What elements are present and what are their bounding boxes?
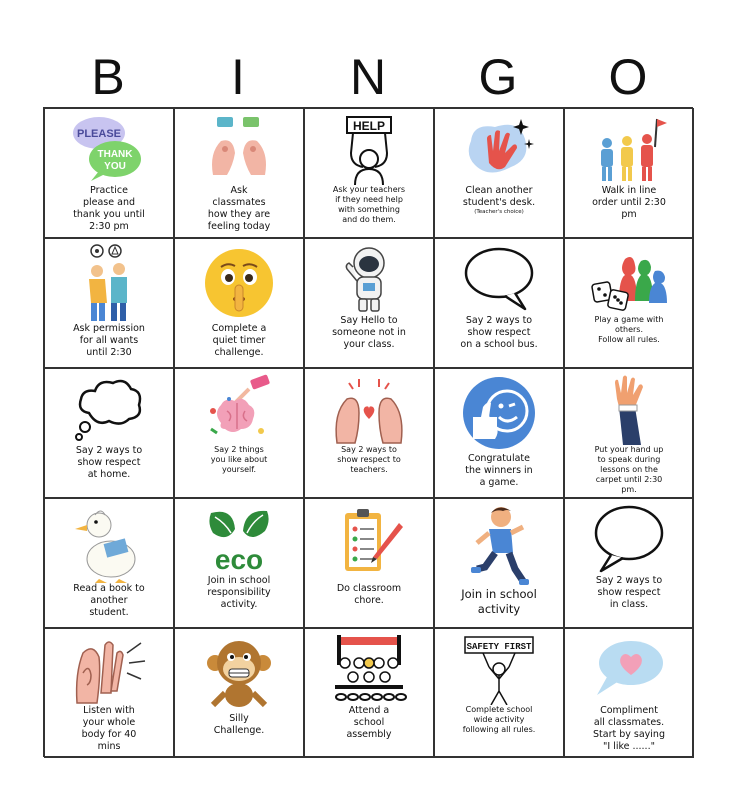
cleaning-hand-icon bbox=[459, 113, 539, 185]
bingo-cell[interactable] bbox=[564, 108, 694, 238]
cell-label: Practice please and thank you until 2:30 pm bbox=[73, 185, 145, 232]
cell-label: Complete a quiet timer challenge. bbox=[211, 323, 267, 358]
safety-first-text: SAFETY FIRST bbox=[466, 642, 532, 652]
bingo-cell[interactable] bbox=[174, 498, 304, 628]
bingo-cell[interactable] bbox=[174, 368, 304, 498]
cell-label: Say 2 ways to show respect in class. bbox=[595, 575, 663, 610]
listening-ear-icon bbox=[69, 633, 149, 705]
cell-label: Say 2 things you like about yourself. bbox=[210, 445, 268, 474]
thinking-people-icon bbox=[69, 243, 149, 323]
please-text: PLEASE bbox=[76, 128, 122, 140]
cell-label: Say 2 ways to show respect on a school bus. bbox=[460, 315, 538, 350]
bingo-cell[interactable] bbox=[304, 108, 434, 238]
bingo-cell[interactable] bbox=[174, 238, 304, 368]
cell-label: Ask your teachers if they need help with something and do them. bbox=[332, 185, 406, 224]
header-letter-i: I bbox=[231, 49, 245, 105]
running-boy-icon bbox=[459, 503, 539, 587]
people-line-icon bbox=[589, 113, 669, 185]
bingo-cell[interactable] bbox=[44, 498, 174, 628]
bingo-cell[interactable] bbox=[304, 498, 434, 628]
bingo-cell[interactable] bbox=[44, 238, 174, 368]
bingo-cell[interactable] bbox=[304, 238, 434, 368]
cell-label: Say 2 ways to show respect to teachers. bbox=[337, 445, 401, 474]
shush-emoji-icon bbox=[199, 243, 279, 323]
cell-label: Walk in line order until 2:30 pm bbox=[592, 185, 666, 220]
bingo-cell[interactable] bbox=[434, 628, 564, 758]
talking-heads-icon bbox=[199, 113, 279, 185]
cell-label: Silly Challenge. bbox=[213, 713, 265, 736]
please-thank-you-icon bbox=[69, 113, 149, 185]
thought-cloud-icon bbox=[69, 373, 149, 445]
cell-label: Play a game with others. Follow all rules. bbox=[594, 315, 664, 344]
safety-first-icon bbox=[459, 633, 539, 705]
cell-label: Do classroom chore. bbox=[336, 583, 402, 606]
cell-label: Put your hand up to speak during lessons on the carpet until 2:30 pm. bbox=[594, 445, 664, 494]
bingo-cell[interactable] bbox=[44, 368, 174, 498]
cell-label: Ask classmates how they are feeling today bbox=[207, 185, 271, 232]
bingo-cell[interactable] bbox=[174, 108, 304, 238]
heart-bubble-icon bbox=[589, 633, 669, 705]
heart-hands-icon bbox=[329, 373, 409, 445]
bingo-cell[interactable] bbox=[564, 628, 694, 758]
monkey-icon bbox=[199, 633, 279, 713]
bingo-cell[interactable] bbox=[564, 238, 694, 368]
cell-label: Ask permission for all wants until 2:30 bbox=[73, 323, 145, 358]
cell-label: Join in school responsibility activity. bbox=[207, 575, 271, 610]
duck-reading-icon bbox=[69, 503, 149, 583]
raised-hand-icon bbox=[589, 373, 669, 445]
assembly-icon bbox=[329, 633, 409, 705]
help-text: HELP bbox=[352, 119, 386, 133]
brain-icon bbox=[199, 373, 279, 445]
bingo-cell[interactable] bbox=[304, 368, 434, 498]
bingo-cell[interactable] bbox=[434, 238, 564, 368]
astronaut-icon bbox=[329, 243, 409, 315]
bingo-cell[interactable] bbox=[434, 368, 564, 498]
cell-label: Compliment all classmates. Start by saying "I like ......" bbox=[593, 705, 665, 752]
cell-label: Clean another student's desk. bbox=[462, 185, 536, 208]
svg-text:YOU: YOU bbox=[104, 161, 126, 172]
cell-label: Complete school wide activity following all rules. bbox=[462, 705, 536, 734]
cell-label: Read a book to another student. bbox=[73, 583, 145, 618]
bingo-cell[interactable] bbox=[304, 628, 434, 758]
clipboard-icon bbox=[329, 503, 409, 583]
eco-text: eco bbox=[214, 544, 264, 575]
header-letter-b: B bbox=[91, 49, 125, 105]
cell-label: Say Hello to someone not in your class. bbox=[332, 315, 406, 350]
bingo-cell[interactable] bbox=[44, 628, 174, 758]
bingo-cell[interactable] bbox=[44, 108, 174, 238]
speech-bubble-icon bbox=[459, 243, 539, 315]
bingo-board bbox=[43, 107, 693, 757]
cell-label: Say 2 ways to show respect at home. bbox=[75, 445, 143, 480]
cell-label: Attend a school assembly bbox=[346, 705, 392, 740]
board-game-icon bbox=[589, 243, 669, 315]
cell-label: Listen with your whole body for 40 mins bbox=[81, 705, 137, 752]
bingo-cell[interactable] bbox=[564, 368, 694, 498]
header-letter-n: N bbox=[349, 49, 387, 105]
cell-label: Congratulate the winners in a game. bbox=[465, 453, 533, 488]
header-letter-o: O bbox=[608, 49, 648, 105]
help-sign-icon bbox=[329, 113, 409, 185]
bingo-header bbox=[43, 48, 693, 106]
speech-bubble-icon bbox=[589, 503, 669, 575]
bingo-cell[interactable] bbox=[564, 498, 694, 628]
svg-text:THANK: THANK bbox=[97, 149, 133, 160]
eco-icon bbox=[199, 503, 279, 575]
bingo-cell[interactable] bbox=[434, 108, 564, 238]
thumbs-up-icon bbox=[459, 373, 539, 453]
cell-note: (Teacher's choice) bbox=[474, 209, 524, 215]
bingo-cell[interactable] bbox=[434, 498, 564, 628]
bingo-cell[interactable] bbox=[174, 628, 304, 758]
cell-label: Join in school activity bbox=[461, 587, 537, 616]
header-letter-g: G bbox=[478, 49, 518, 105]
